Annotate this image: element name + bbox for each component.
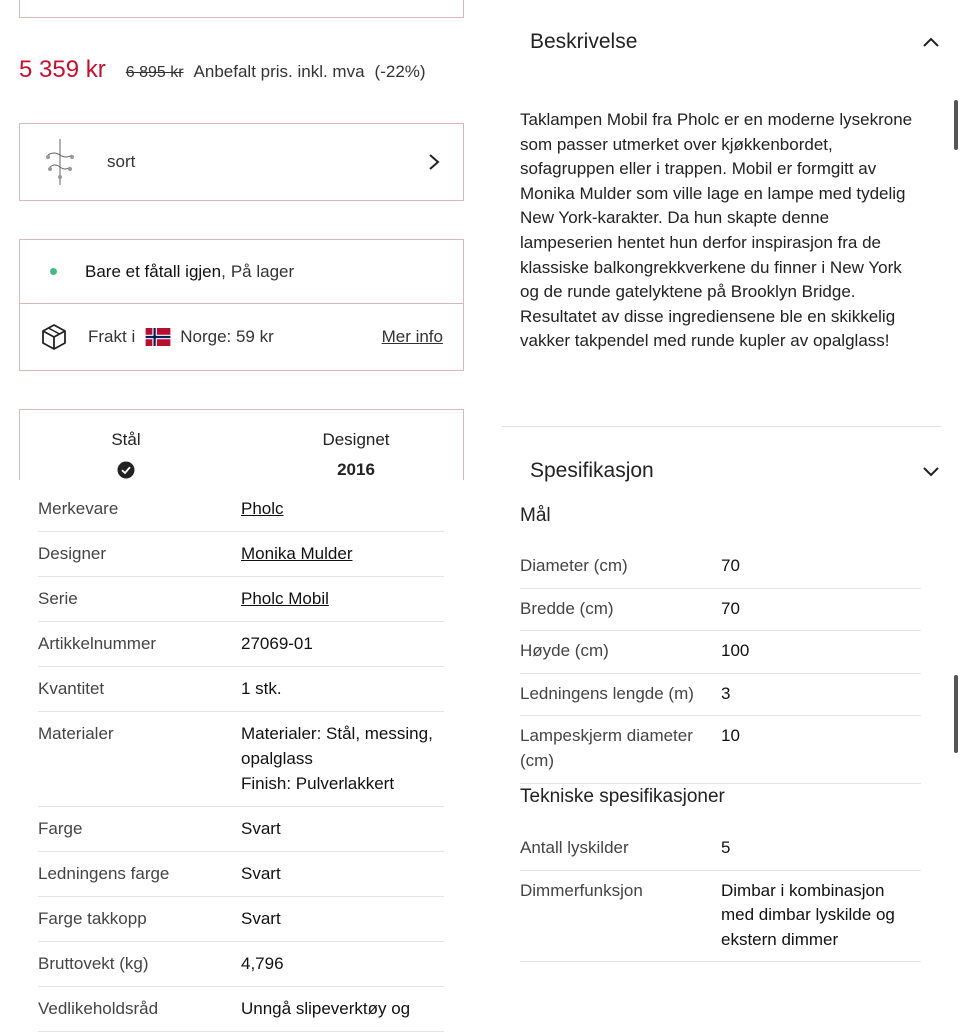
- table-row: [38, 622, 444, 667]
- spec-key: Diameter (cm): [520, 556, 628, 575]
- more-info-link[interactable]: Mer info: [381, 327, 443, 346]
- table-row: [520, 546, 921, 589]
- table-row: [520, 674, 921, 717]
- spec-value: Svart: [241, 864, 281, 883]
- variant-selector[interactable]: [19, 123, 464, 201]
- stock-status: Bare et fåtall igjen: [85, 261, 222, 281]
- spec-value: [241, 721, 444, 796]
- old-price: 6 895 kr: [125, 64, 184, 81]
- table-row: [38, 487, 444, 532]
- spec-key: Høyde (cm): [520, 641, 609, 661]
- series-link[interactable]: Pholc Mobil: [241, 589, 329, 608]
- spec-value: Svart: [241, 819, 281, 838]
- spec-value: 1 stk.: [241, 679, 282, 698]
- spec-value: 5: [721, 838, 731, 857]
- product-spec-table: [38, 487, 444, 1032]
- table-row: [38, 942, 444, 987]
- table-row: [38, 897, 444, 942]
- stock-shipping-box: [19, 239, 464, 371]
- chevron-up-icon: [922, 36, 940, 48]
- table-row: [38, 532, 444, 577]
- pendant-lamp-thumbnail: [40, 137, 80, 187]
- spec-value: 70: [721, 598, 740, 618]
- brand-link[interactable]: Pholc: [241, 499, 284, 518]
- spec-value: Dimbar i kombinasjon med dimbar lyskilde og ekstern dimmer: [721, 880, 895, 949]
- stock-availability: På lager: [230, 261, 295, 281]
- table-row: [38, 667, 444, 712]
- package-box-icon: [40, 323, 68, 351]
- materials-line: Materialer: Stål, messing, opalglass: [241, 724, 433, 768]
- tab-material-label: Stål: [111, 430, 141, 449]
- dimensions-heading: Mål: [520, 505, 551, 526]
- shipping-country-price: Norge: 59 kr: [180, 327, 274, 346]
- recommended-price-label: Anbefalt pris. inkl. mva: [193, 62, 365, 81]
- tab-designed-label: Designet: [322, 430, 390, 449]
- spec-value: 70: [721, 556, 740, 575]
- technical-table: [520, 828, 921, 962]
- designer-link[interactable]: Monika Mulder: [241, 544, 353, 563]
- spec-value: 4,796: [241, 954, 284, 973]
- stock-separator: ,: [221, 261, 226, 281]
- description-panel: [482, 0, 960, 960]
- section-divider: [502, 426, 941, 427]
- spec-value: 10: [721, 726, 740, 746]
- table-row: [38, 987, 444, 1032]
- spec-value: 3: [721, 683, 731, 703]
- description-header[interactable]: [530, 30, 940, 54]
- spec-key: Bruttovekt (kg): [38, 954, 149, 973]
- variant-label: sort: [107, 152, 136, 171]
- description-text: Taklampen Mobil fra Pholc er en moderne lysekrone som passer utmerket over kjøkkenbordet, sofagruppen eller i trappen. Mobil er formgitt av Monika Mulder som ville lage en lampe med tydelig New York-karakter. Da hun skapte denne lampeserien hentet hun derfor inspirasjon fra de klassiske balkongrekkverkene du finner i New York og de runde gatelyktene på Brooklyn Bridge. Resultatet av disse ingrediensene ble en skikkelig vakker takpendel med runde kupler av opalglass!: [520, 110, 913, 351]
- spec-key: Ledningens farge: [38, 864, 170, 883]
- current-price: 5 359 kr: [19, 56, 106, 83]
- finish-line: Finish: Pulverlakkert: [241, 774, 395, 793]
- spec-value: Unngå slipeverktøy og: [241, 999, 411, 1018]
- spec-value: Svart: [241, 909, 281, 928]
- spec-key: Kvantitet: [38, 679, 105, 698]
- table-row: [38, 807, 444, 852]
- stock-status-row: [20, 240, 463, 304]
- tab-designed-year: 2016: [337, 460, 375, 479]
- dimensions-table: [520, 546, 921, 784]
- spec-key: Materialer: [38, 724, 114, 743]
- spec-key: Designer: [38, 544, 107, 563]
- table-row: [38, 712, 444, 807]
- spec-key: Artikkelnummer: [38, 634, 157, 653]
- scrollbar-thumb[interactable]: [954, 675, 958, 753]
- tab-designed[interactable]: [306, 430, 406, 480]
- table-row: [520, 828, 921, 871]
- spec-value: 27069-01: [241, 634, 313, 653]
- check-circle-icon: [117, 461, 135, 479]
- technical-heading: Tekniske spesifikasjoner: [520, 786, 725, 807]
- chevron-down-icon: [922, 466, 940, 478]
- stock-dot-icon: [50, 268, 57, 275]
- table-row: [38, 852, 444, 897]
- norway-flag-icon: [145, 328, 171, 346]
- spec-key: Antall lyskilder: [520, 838, 629, 857]
- product-image-frame: [19, 0, 464, 18]
- specification-title: Spesifikasjon: [530, 459, 654, 482]
- table-row: [520, 716, 921, 783]
- spec-key: Lampeskjerm diameter (cm): [520, 726, 693, 770]
- chevron-right-icon: [427, 152, 441, 172]
- scrollbar-thumb[interactable]: [954, 100, 958, 150]
- spec-key: Vedlikeholdsråd: [38, 999, 159, 1018]
- spec-key: Farge: [38, 819, 83, 838]
- product-info-panel: [0, 0, 482, 1018]
- spec-key: Bredde (cm): [520, 598, 614, 618]
- spec-key: Merkevare: [38, 499, 119, 518]
- discount-badge: (-22%): [374, 62, 426, 81]
- spec-key: Serie: [38, 589, 78, 608]
- table-row: [520, 871, 921, 963]
- spec-key: Farge takkopp: [38, 909, 147, 928]
- specification-header[interactable]: [530, 459, 940, 480]
- spec-value: 100: [721, 641, 750, 661]
- spec-key: Ledningens lengde (m): [520, 683, 694, 703]
- shipping-row: [20, 304, 463, 370]
- description-title: Beskrivelse: [530, 30, 638, 53]
- feature-tabs: [19, 409, 464, 480]
- table-row: [38, 577, 444, 622]
- price-row: [19, 56, 426, 84]
- tab-material[interactable]: [96, 430, 156, 484]
- spec-key: Dimmerfunksjon: [520, 880, 643, 900]
- table-row: [520, 589, 921, 632]
- table-row: [520, 631, 921, 674]
- shipping-label: Frakt i: [88, 327, 136, 346]
